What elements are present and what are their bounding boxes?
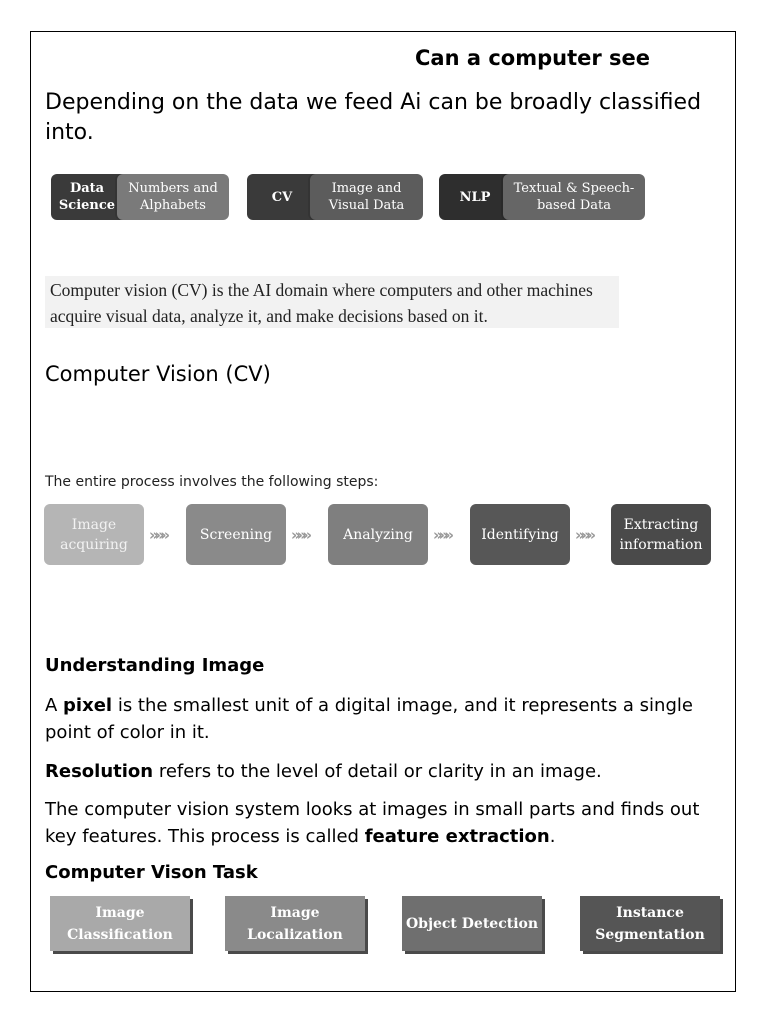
class-desc: Numbers and Alphabets: [117, 174, 229, 220]
step-arrow: »»»: [433, 526, 451, 544]
task-image-classification: Image Classification: [50, 896, 190, 951]
feature-paragraph: The computer vision system looks at images in small parts and finds out key features. This process is called feature extraction.: [45, 799, 700, 847]
cv-definition: Computer vision (CV) is the AI domain where computers and other machines acquire visual data, analyze it, and make decisions based on it.: [45, 276, 619, 328]
class-tag: Data Science: [51, 174, 123, 220]
tasks-heading: Computer Vison Task: [45, 862, 258, 883]
class-cv: [247, 174, 423, 220]
class-tag: NLP: [439, 174, 511, 220]
step-identifying: Identifying: [470, 504, 570, 565]
understanding-heading: Understanding Image: [45, 655, 265, 676]
step-arrow: »»»: [149, 526, 167, 544]
intro-text: Depending on the data we feed Ai can be broadly classified into.: [45, 90, 702, 145]
step-analyzing: Analyzing: [328, 504, 428, 565]
resolution-paragraph: Resolution refers to the level of detail or clarity in an image.: [45, 761, 602, 782]
class-data-science: [51, 174, 229, 220]
step-screening: Screening: [186, 504, 286, 565]
class-desc: Image and Visual Data: [310, 174, 423, 220]
steps-intro: The entire process involves the following steps:: [45, 474, 379, 490]
class-nlp: [439, 174, 645, 220]
step-arrow: »»»: [575, 526, 593, 544]
task-instance-segmentation: Instance Segmentation: [580, 896, 720, 951]
class-desc: Textual & Speech-based Data: [503, 174, 645, 220]
pixel-paragraph: A pixel is the smallest unit of a digital image, and it represents a single point of color in it.: [45, 695, 693, 743]
task-image-localization: Image Localization: [225, 896, 365, 951]
cv-heading: Computer Vision (CV): [45, 362, 271, 386]
task-object-detection: Object Detection: [402, 896, 542, 951]
step-image-acquiring: Image acquiring: [44, 504, 144, 565]
step-extracting-information: Extracting information: [611, 504, 711, 565]
class-tag: CV: [247, 174, 317, 220]
page-title: Can a computer see: [415, 46, 650, 70]
step-arrow: »»»: [291, 526, 309, 544]
